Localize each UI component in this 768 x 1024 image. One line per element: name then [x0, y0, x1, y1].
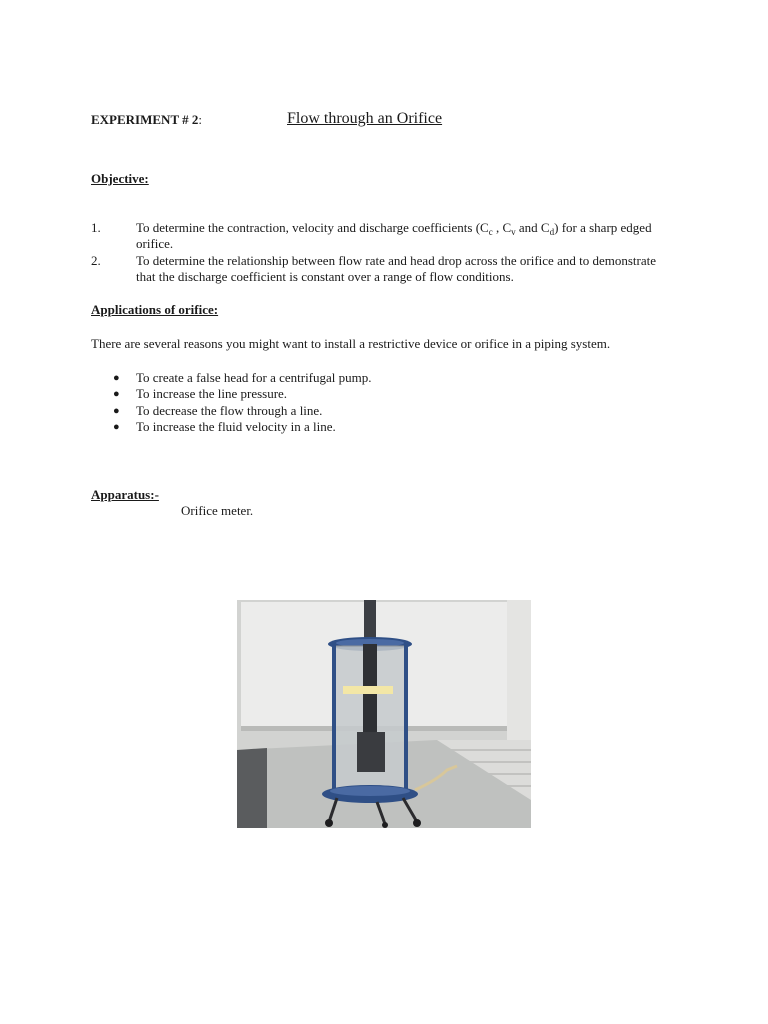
subscript-d: d [549, 227, 555, 237]
experiment-label [91, 112, 202, 128]
bullet-item: To increase the line pressure. [136, 386, 288, 401]
orifice-meter-illustration [237, 600, 531, 828]
bullet-glyph: ● [113, 372, 120, 384]
objective-item-2-line2: that the discharge coefficient is constant over a range of flow conditions. [136, 269, 514, 284]
bullet-item: To create a false head for a centrifugal pump. [136, 370, 372, 385]
objective-heading: Objective: [91, 171, 149, 186]
bullet-item: To decrease the flow through a line. [136, 403, 323, 418]
subscript-c: c [488, 227, 493, 237]
bullet-item: To increase the fluid velocity in a line. [136, 419, 336, 434]
applications-heading: Applications of orifice: [91, 302, 219, 317]
objective-item-1-text-d: ) for a sharp edged [554, 220, 652, 235]
subscript-v: v [511, 227, 516, 237]
bullet-glyph: ● [113, 405, 120, 417]
apparatus-item: Orifice meter. [181, 503, 254, 518]
applications-intro: There are several reasons you might want to install a restrictive device or orifice in a piping system. [91, 336, 611, 351]
objective-item-1-number: 1. [91, 220, 101, 235]
bullet-glyph: ● [113, 388, 120, 400]
orifice-meter-photo [237, 600, 531, 828]
objective-item-1-text-a: To determine the contraction, velocity and discharge coefficients (C [136, 220, 489, 235]
page-title: Flow through an Orifice [287, 110, 443, 127]
objective-item-1-line2: orifice. [136, 236, 174, 251]
apparatus-heading: Apparatus:- [91, 487, 159, 502]
objective-item-2-number: 2. [91, 253, 101, 268]
objective-item-1-text-b: , C [492, 220, 512, 235]
objective-item-1-line1 [136, 220, 652, 236]
objective-item-1-text-c: and C [515, 220, 550, 235]
objective-item-2-line1: To determine the relationship between flow rate and head drop across the orifice and to demonstrate [136, 253, 656, 268]
bullet-glyph: ● [113, 421, 120, 433]
experiment-label-text: EXPERIMENT # 2 [91, 112, 199, 127]
experiment-label-colon: : [198, 112, 203, 127]
